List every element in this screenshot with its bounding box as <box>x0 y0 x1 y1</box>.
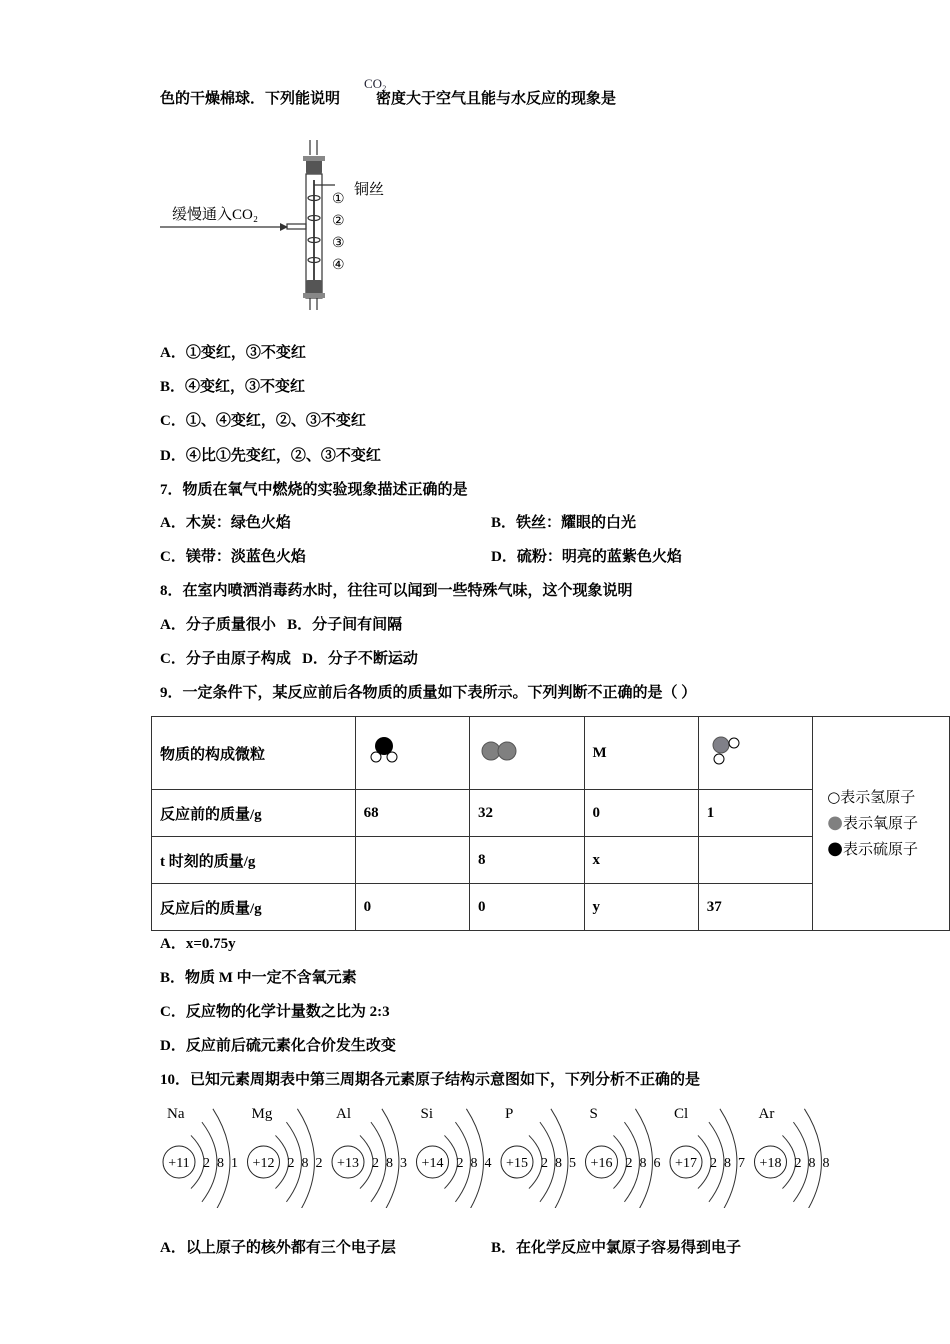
element-symbol: S <box>589 1106 598 1122</box>
o2-molecule-icon <box>478 739 522 763</box>
shell-electron-count: 2 <box>541 1156 548 1171</box>
atom-al <box>332 1106 407 1208</box>
q9-option-b[interactable]: B．物质 M 中一定不含氧元素 <box>160 970 357 986</box>
inlet-label: 缓慢通入CO₂ <box>172 207 259 223</box>
shell-electron-count: 5 <box>569 1156 576 1171</box>
nucleus-charge: +15 <box>506 1156 528 1171</box>
particle-h2o <box>698 717 812 790</box>
row-label: 反应前的质量/g <box>152 790 356 837</box>
legend-hydrogen: ○表示氢原子 <box>827 788 916 806</box>
cell: y <box>584 884 698 931</box>
shell-electron-count: 2 <box>710 1156 717 1171</box>
shell-electron-count: 2 <box>372 1156 379 1171</box>
atom-mg <box>248 1106 323 1208</box>
shell-electron-count: 8 <box>639 1156 647 1171</box>
q8-option-d[interactable]: D．分子不断运动 <box>302 651 418 667</box>
shell-electron-count: 1 <box>231 1156 238 1171</box>
nucleus-charge: +11 <box>168 1156 190 1171</box>
q9-stem: 9．一定条件下，某反应前后各物质的质量如下表所示。下列判断不正确的是（ ） <box>160 685 697 701</box>
atom-si <box>417 1106 492 1208</box>
q9-mass-table <box>151 716 950 931</box>
element-symbol: Si <box>420 1106 434 1122</box>
row-label: t 时刻的质量/g <box>152 837 356 884</box>
element-symbol: Al <box>336 1106 351 1122</box>
shell-electron-count: 2 <box>315 1156 323 1171</box>
shell-electron-count: 8 <box>386 1156 393 1171</box>
shell-electron-count: 8 <box>555 1156 562 1171</box>
q10-option-b[interactable]: B．在化学反应中氯原子容易得到电子 <box>491 1240 742 1256</box>
ball-1: ① <box>332 192 345 207</box>
q9-option-d[interactable]: D．反应前后硫元素化合价发生改变 <box>160 1038 396 1054</box>
element-symbol: Na <box>167 1106 185 1122</box>
shell-electron-count: 6 <box>653 1156 661 1171</box>
q8-option-cd <box>160 650 418 668</box>
q6-option-d[interactable]: D．④比①先变红，②、③不变红 <box>160 448 381 464</box>
particle-m: M <box>584 717 698 790</box>
ball-4: ④ <box>332 258 345 273</box>
q8-option-c[interactable]: C．分子由原子构成 <box>160 651 291 667</box>
shell-electron-count: 2 <box>794 1156 802 1171</box>
nucleus-charge: +16 <box>590 1156 613 1171</box>
particle-o2 <box>470 717 584 790</box>
atomic-structure-diagrams <box>155 1098 835 1208</box>
element-symbol: Ar <box>758 1106 775 1122</box>
h2s-molecule-icon <box>364 736 404 766</box>
cell <box>698 837 812 884</box>
q7-option-a[interactable]: A．木炭：绿色火焰 <box>160 515 291 531</box>
q7-stem: 7．物质在氧气中燃烧的实验现象描述正确的是 <box>160 482 468 498</box>
wire-label: 铜丝 <box>354 182 385 198</box>
q6-option-a[interactable]: A．①变红，③不变红 <box>160 345 306 361</box>
q10-option-a[interactable]: A．以上原子的核外都有三个电子层 <box>160 1240 396 1256</box>
atom-p <box>501 1106 576 1208</box>
q6-stem: 色的干燥棉球．下列能说明 密度大于空气且能与水反应的现象是 <box>160 91 617 107</box>
cell: x <box>584 837 698 884</box>
shell-electron-count: 2 <box>287 1156 295 1171</box>
cell: 0 <box>470 884 584 931</box>
ball-2: ② <box>332 214 345 229</box>
q6-option-c[interactable]: C．①、④变红，②、③不变红 <box>160 413 366 429</box>
cell: 0 <box>584 790 698 837</box>
cell: 32 <box>470 790 584 837</box>
shell-electron-count: 8 <box>301 1156 309 1171</box>
ball-3: ③ <box>332 236 345 251</box>
cell <box>355 837 469 884</box>
cell: 0 <box>355 884 469 931</box>
q6-option-b[interactable]: B．④变红，③不变红 <box>160 379 306 395</box>
particle-h2s <box>355 717 469 790</box>
nucleus-charge: +17 <box>675 1156 697 1171</box>
element-symbol: Cl <box>674 1106 689 1122</box>
q8-stem: 8．在室内喷洒消毒药水时，往往可以闻到一些特殊气味，这个现象说明 <box>160 583 633 599</box>
q7-option-b[interactable]: B．铁丝：耀眼的白光 <box>491 515 637 531</box>
q8-option-b[interactable]: B．分子间有间隔 <box>287 617 403 633</box>
shell-electron-count: 4 <box>484 1156 492 1171</box>
q7-option-c[interactable]: C．镁带：淡蓝色火焰 <box>160 549 306 565</box>
nucleus-charge: +18 <box>759 1156 782 1171</box>
element-symbol: Mg <box>251 1106 273 1122</box>
q9-option-a[interactable]: A．x=0.75y <box>160 936 236 952</box>
q8-option-a[interactable]: A．分子质量很小 <box>160 617 276 633</box>
q9-option-c[interactable]: C．反应物的化学计量数之比为 2:3 <box>160 1004 390 1020</box>
h2o-molecule-icon <box>707 734 747 768</box>
shell-electron-count: 8 <box>217 1156 224 1171</box>
atom-na <box>163 1106 238 1208</box>
atom-ar <box>755 1106 830 1208</box>
element-symbol: P <box>505 1106 514 1122</box>
shell-electron-count: 8 <box>808 1156 816 1171</box>
nucleus-charge: +12 <box>252 1156 275 1171</box>
row-label: 物质的构成微粒 <box>152 717 356 790</box>
shell-electron-count: 2 <box>203 1156 210 1171</box>
q7-option-d[interactable]: D．硫粉：明亮的蓝紫色火焰 <box>491 549 682 565</box>
q8-option-ab <box>160 616 402 634</box>
shell-electron-count: 8 <box>724 1156 731 1171</box>
shell-electron-count: 3 <box>400 1156 407 1171</box>
shell-electron-count: 2 <box>625 1156 633 1171</box>
legend-oxygen: ●表示氧原子 <box>827 812 918 833</box>
row-label: 反应后的质量/g <box>152 884 356 931</box>
nucleus-charge: +13 <box>337 1156 359 1171</box>
shell-electron-count: 8 <box>470 1156 478 1171</box>
q10-stem: 10．已知元素周期表中第三周期各元素原子结构示意图如下，下列分析不正确的是 <box>160 1072 701 1088</box>
nucleus-charge: +14 <box>421 1156 444 1171</box>
cell: 1 <box>698 790 812 837</box>
atom-cl <box>670 1106 745 1208</box>
legend-sulfur: ●表示硫原子 <box>827 838 918 859</box>
cell: 8 <box>470 837 584 884</box>
shell-electron-count: 7 <box>738 1156 745 1171</box>
atom-s <box>586 1106 661 1208</box>
cell: 68 <box>355 790 469 837</box>
co2-formula: CO₂ <box>364 76 387 91</box>
cell: 37 <box>698 884 812 931</box>
atom-legend <box>813 717 950 931</box>
co2-apparatus-figure <box>160 140 400 310</box>
shell-electron-count: 2 <box>456 1156 464 1171</box>
shell-electron-count: 8 <box>822 1156 830 1171</box>
